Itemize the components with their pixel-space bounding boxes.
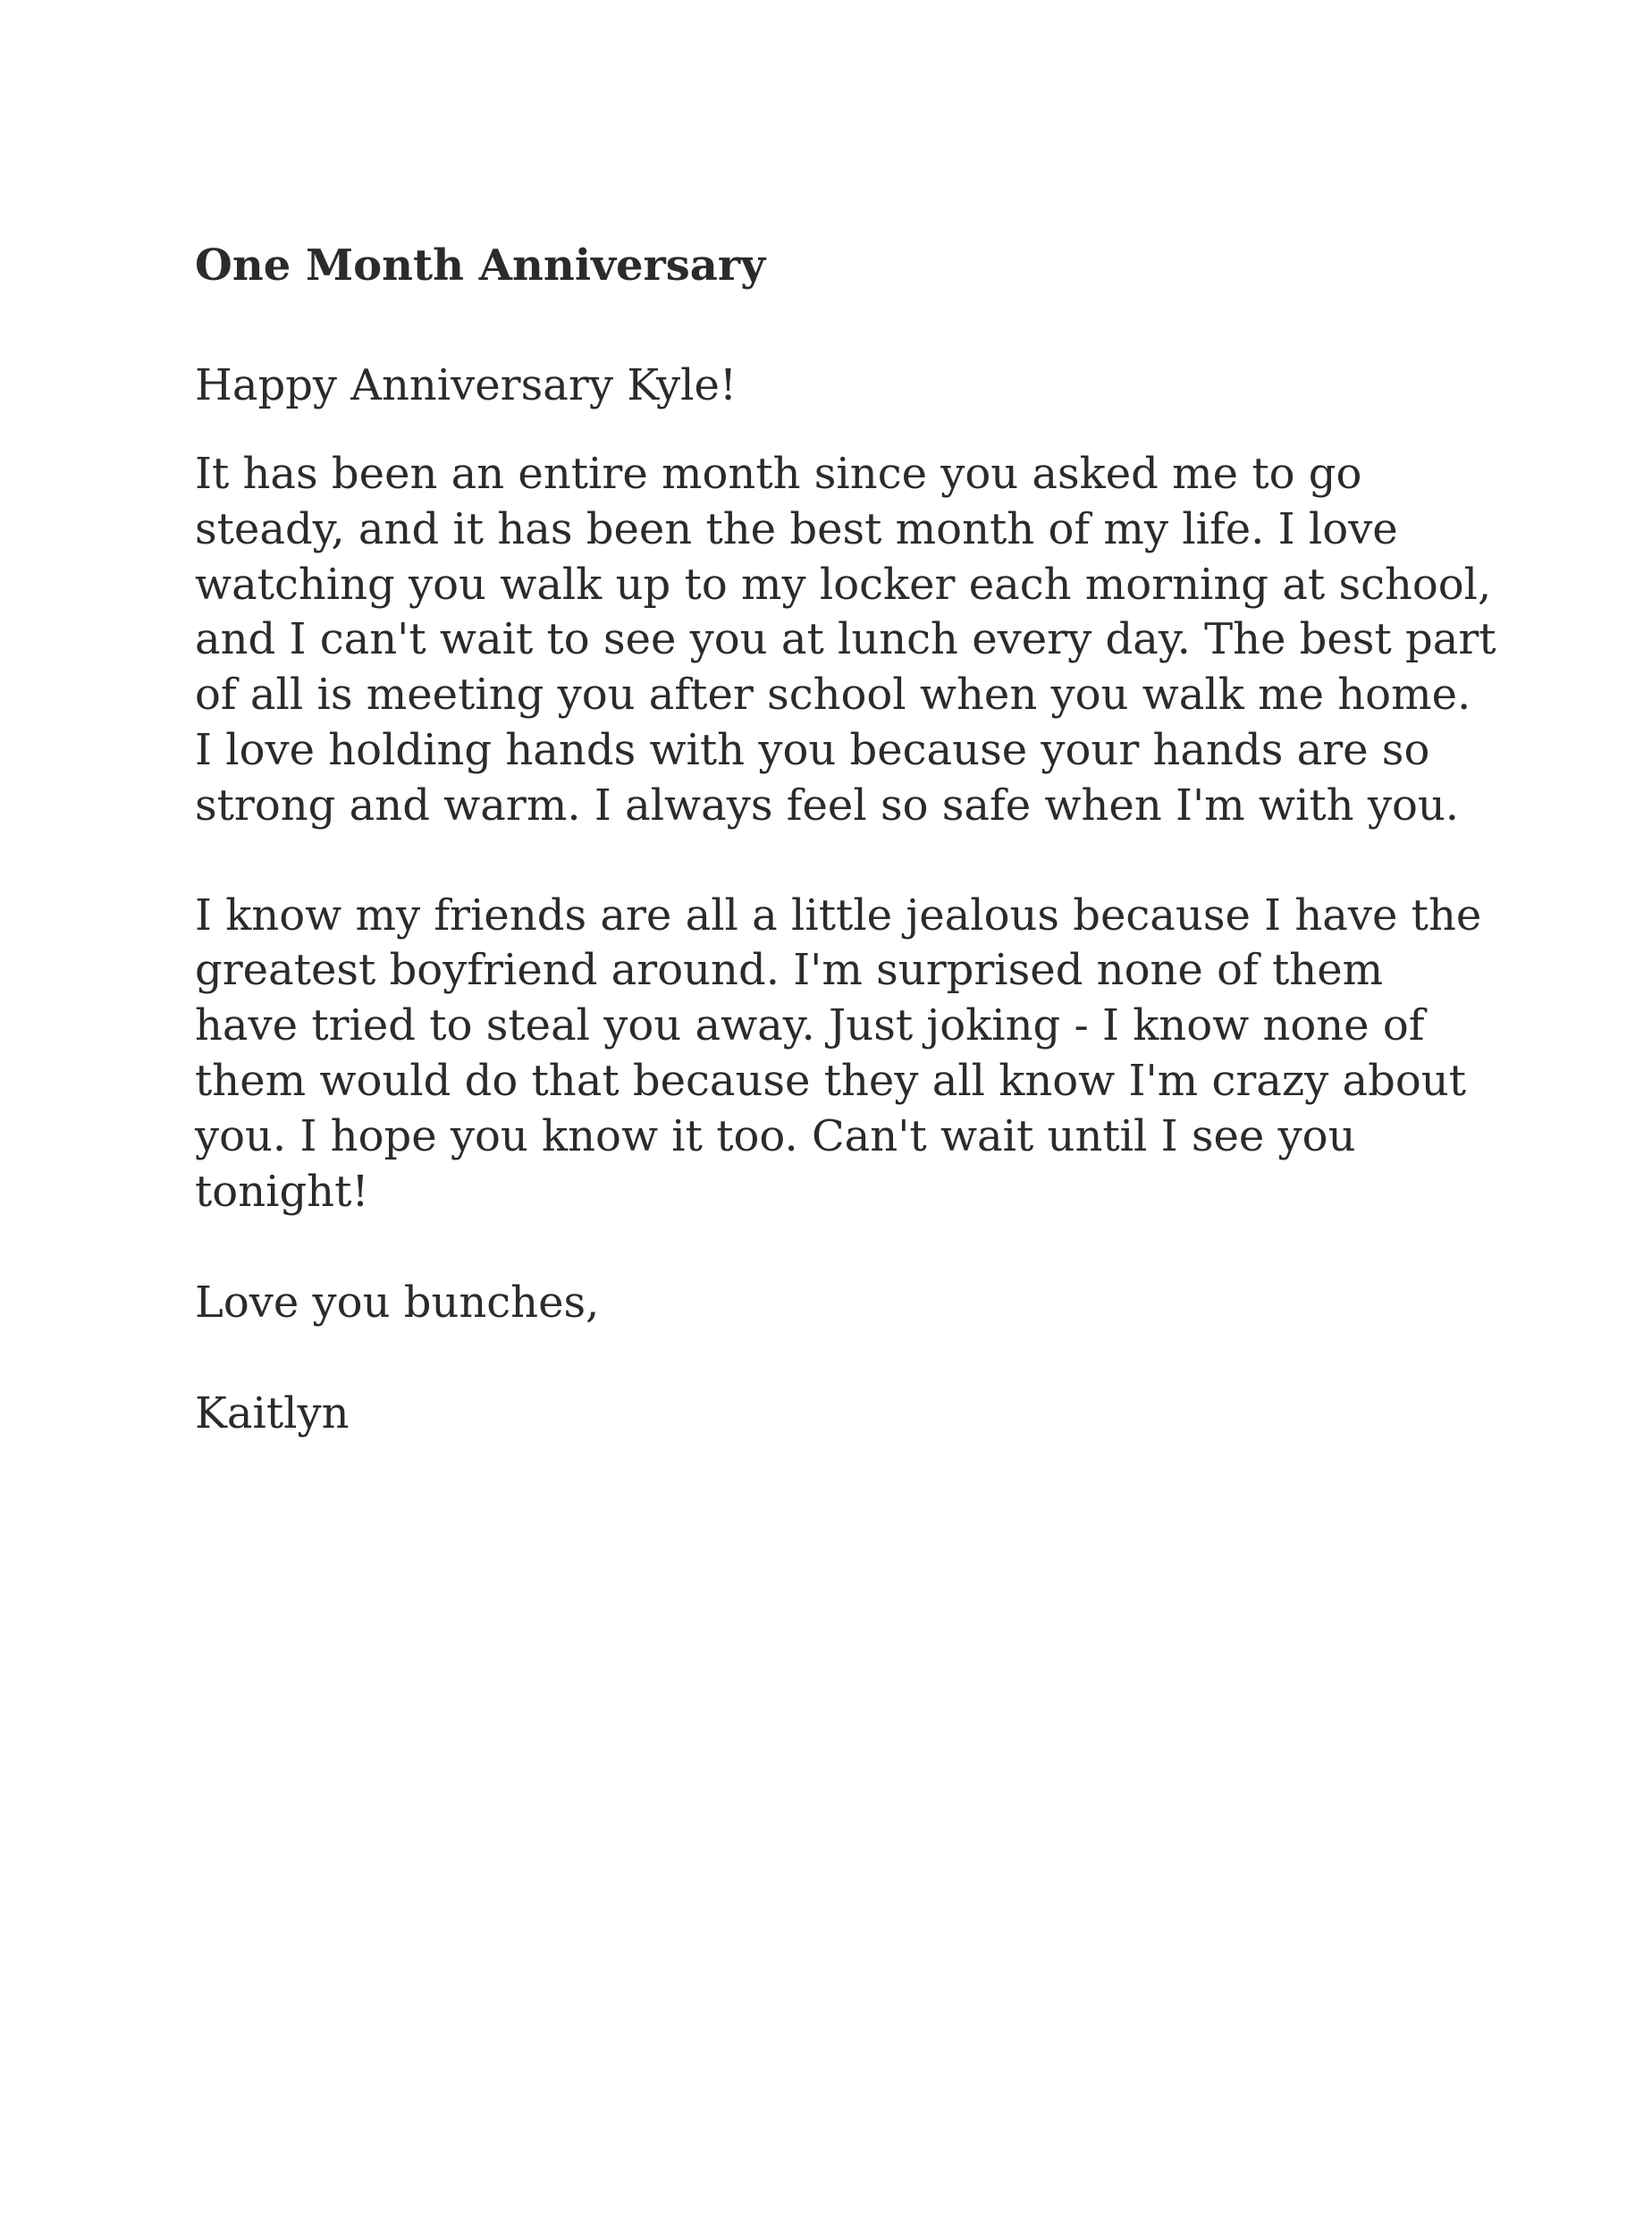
paragraph-line: It has been an entire month since you asked me to go [195,449,1362,499]
paragraph-line: you. I hope you know it too. Can't wait until I see you [195,1110,1356,1161]
letter-signature: Kaitlyn [195,1388,350,1439]
paragraph-1 [195,447,1500,834]
letter-body [195,234,1500,1441]
paragraph-line: watching you walk up to my locker each morning at school, [195,559,1492,610]
paragraph-line: and I can't wait to see you at lunch every day. The best part [195,614,1496,665]
paragraph-line: strong and warm. I always feel so safe when I'm with you. [195,780,1460,831]
paragraph-line: I love holding hands with you because your hands are so [195,724,1430,775]
letter-greeting: Happy Anniversary Kyle! [195,360,738,410]
paragraph-line: have tried to steal you away. Just joking - I know none of [195,1000,1425,1051]
paragraph-line: greatest boyfriend around. I'm surprised none of them [195,945,1384,996]
paragraph-line: steady, and it has been the best month of my life. I love [195,503,1398,554]
letter-title: One Month Anniversary [195,240,766,291]
paragraph-line: them would do that because they all know I'm crazy about [195,1055,1466,1106]
paragraph-line: of all is meeting you after school when you walk me home. [195,670,1471,721]
paragraph-line: I know my friends are all a little jealous because I have the [195,890,1482,940]
paragraph-2 [195,889,1500,1220]
letter-closing: Love you bunches, [195,1278,600,1328]
paragraph-line: tonight! [195,1166,369,1217]
